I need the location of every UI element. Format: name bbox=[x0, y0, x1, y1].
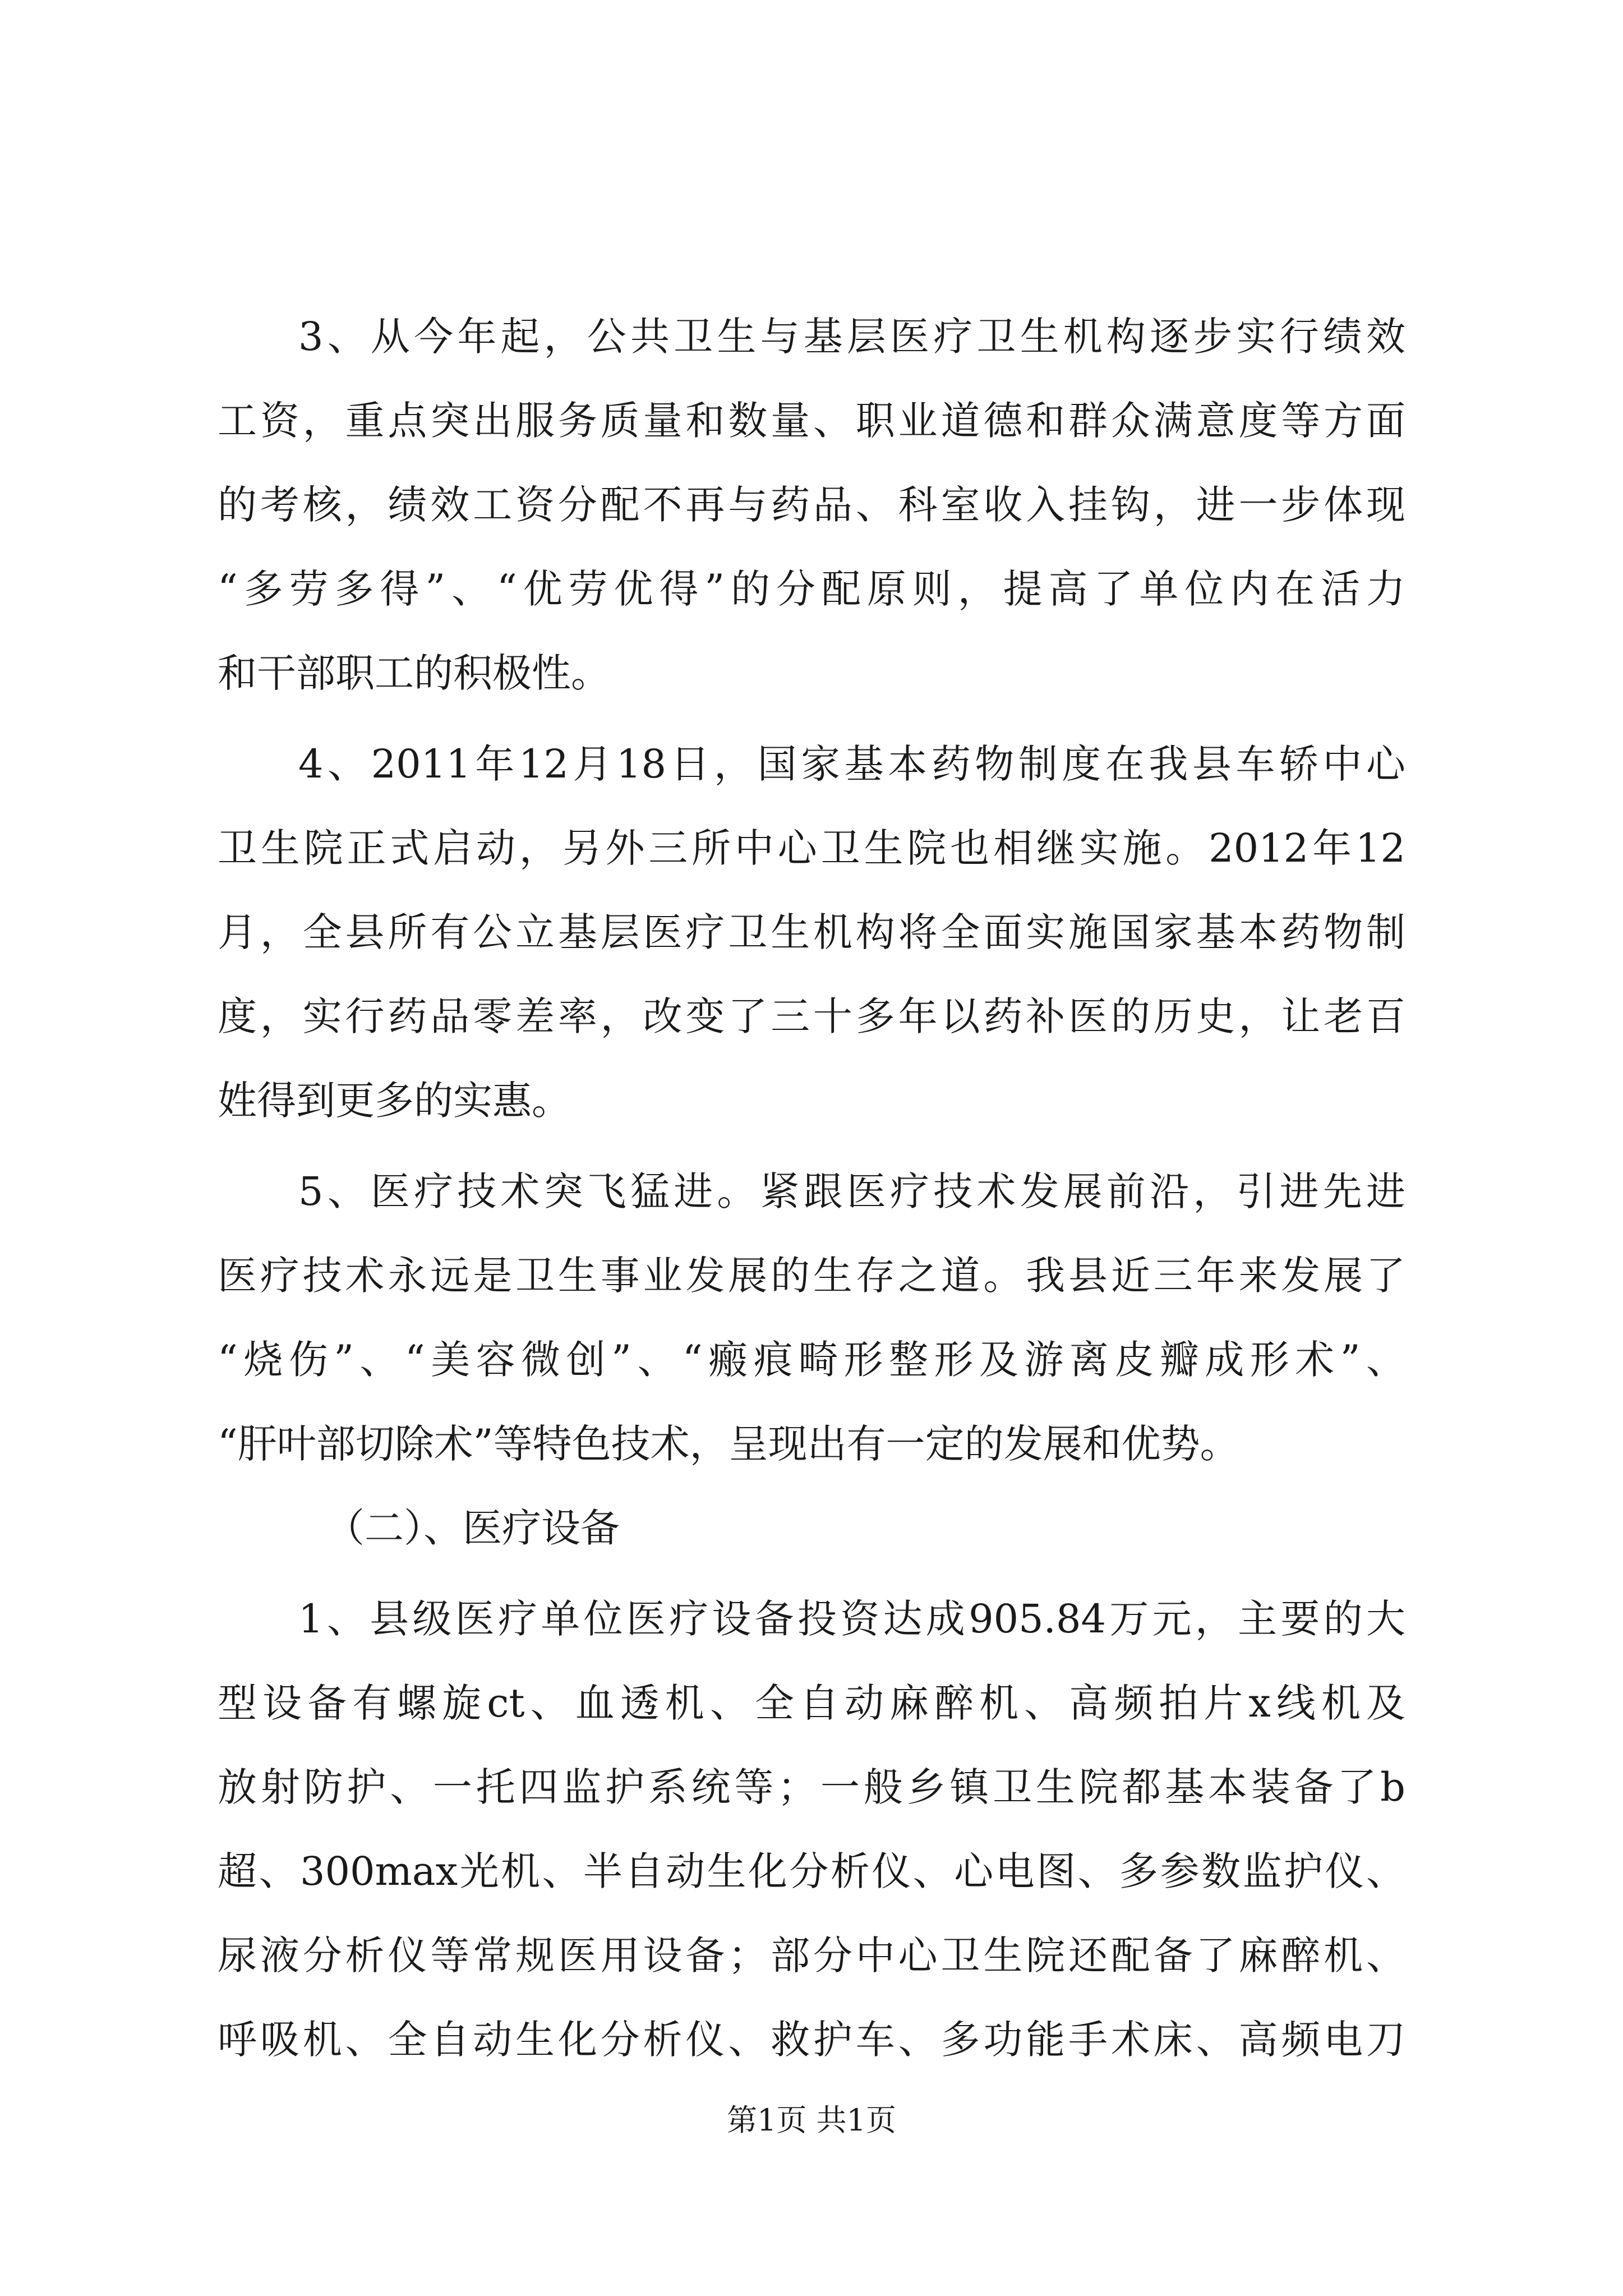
paragraph-item-4 bbox=[218, 722, 1405, 1143]
section-heading: （二）、医疗设备 bbox=[325, 1505, 620, 1551]
paragraph-line: 医疗技术永远是卫生事业发展的生存之道。我县近三年来发展了 bbox=[218, 1253, 1405, 1299]
paragraph-line: 1、县级医疗单位医疗设备投资达成905.84万元，主要的大 bbox=[298, 1596, 1405, 1642]
paragraph-line: “多劳多得”、“优劳优得”的分配原则，提高了单位内在活力 bbox=[218, 566, 1405, 612]
paragraph-line: 月，全县所有公立基层医疗卫生机构将全面实施国家基本药物制 bbox=[218, 909, 1405, 955]
paragraph-line: 放射防护、一托四监护系统等；一般乡镇卫生院都基本装备了b bbox=[218, 1764, 1405, 1810]
paragraph-item-3 bbox=[218, 295, 1405, 715]
paragraph-item-5 bbox=[218, 1149, 1405, 1486]
paragraph-line: “烧伤”、“美容微创”、“瘢痕畸形整形及游离皮瓣成形术”、 bbox=[218, 1337, 1405, 1383]
paragraph-line: 的考核，绩效工资分配不再与药品、科室收入挂钩，进一步体现 bbox=[218, 482, 1405, 528]
paragraph-line: 度，实行药品零差率，改变了三十多年以药补医的历史，让老百 bbox=[218, 993, 1405, 1039]
paragraph-line: 工资，重点突出服务质量和数量、职业道德和群众满意度等方面 bbox=[218, 398, 1405, 444]
paragraph-line: 和干部职工的积极性。 bbox=[218, 650, 610, 696]
paragraph-line: “肝叶部切除术”等特色技术，呈现出有一定的发展和优势。 bbox=[218, 1421, 1239, 1467]
paragraph-line: 姓得到更多的实惠。 bbox=[218, 1078, 571, 1124]
section-heading-medical-equipment bbox=[218, 1486, 1405, 1570]
paragraph-line: 5、医疗技术突飞猛进。紧跟医疗技术发展前沿，引进先进 bbox=[298, 1168, 1405, 1214]
paragraph-line: 呼吸机、全自动生化分析仪、救护车、多功能手术床、高频电刀 bbox=[218, 2017, 1405, 2063]
paragraph-line: 超、300max光机、半自动生化分析仪、心电图、多参数监护仪、 bbox=[218, 1848, 1405, 1894]
paragraph-item-equipment-1 bbox=[218, 1577, 1405, 2082]
page-footer: 第1页 共1页 bbox=[727, 2102, 896, 2138]
paragraph-line: 卫生院正式启动，另外三所中心卫生院也相继实施。2012年12 bbox=[218, 825, 1405, 871]
paragraph-line: 尿液分析仪等常规医用设备；部分中心卫生院还配备了麻醉机、 bbox=[218, 1932, 1405, 1978]
paragraph-line: 4、2011年12月18日，国家基本药物制度在我县车轿中心 bbox=[298, 741, 1405, 787]
document-body bbox=[218, 295, 1405, 2082]
paragraph-line: 型设备有螺旋ct、血透机、全自动麻醉机、高频拍片x线机及 bbox=[218, 1680, 1405, 1726]
paragraph-line: 3、从今年起，公共卫生与基层医疗卫生机构逐步实行绩效 bbox=[298, 314, 1405, 360]
